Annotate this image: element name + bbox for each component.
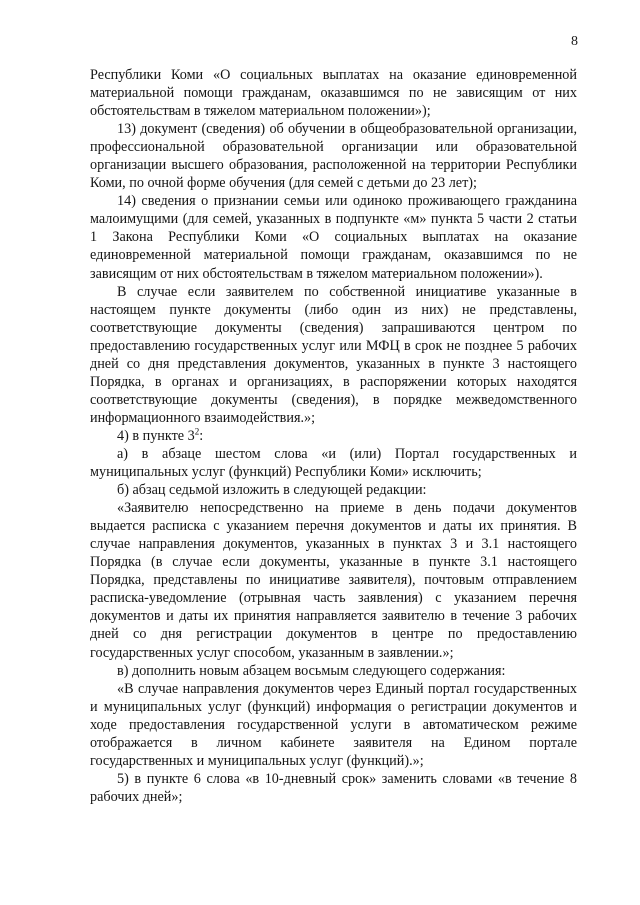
paragraph-quote: «В случае направления документов через Единый портал государственных и муниципальных услуг (функций) информация о регистрации документов и ходе предоставления государственной услуги в автоматическом режиме отображается в личном кабинете заявителя на Едином портале государственных и муниципальных услуг (функций).»; (90, 680, 577, 769)
page-number: 8 (571, 34, 578, 49)
paragraph: В случае если заявителем по собственной инициативе указанные в настоящем пункте документы (либо один из них) не представлены, соответствующие документы (сведения) запрашиваются центром по предоставлению государственных услуг или МФЦ в срок не позднее 5 рабочих дней со дня представления документов, указанных в пункте 3 настоящего Порядка, в органах и организациях, в распоряжении которых находятся соответствующие документы (сведения), в порядке межведомственного информационного взаимодействия.»; (90, 283, 577, 426)
item-4-text: 4) в пункте 3 (117, 427, 195, 444)
document-body (90, 66, 577, 806)
paragraph-subitem-v: в) дополнить новым абзацем восьмым следующего содержания: (117, 662, 506, 679)
paragraph-item-4 (90, 427, 577, 445)
paragraph-item-14: 14) сведения о признании семьи или одиноко проживающего гражданина малоимущими (для семей, указанных в подпункте «м» пункта 5 части 2 статьи 1 Закона Республики Коми «О социальных выплатах на оказание единовременной материальной помощи гражданам, оказавшимся по не зависящим от них обстоятельствам в тяжелом материальном положении»). (90, 193, 577, 282)
paragraph-subitem-b: б) абзац седьмой изложить в следующей редакции: (117, 482, 427, 499)
paragraph-item-13: 13) документ (сведения) об обучении в общеобразовательной организации, профессиональной образовательной организации или образовательной организации высшего образования, расположенной на территории Республики Коми, по очной форме обучения (для семей с детьми до 23 лет); (90, 121, 577, 192)
paragraph: Республики Коми «О социальных выплатах на оказание единовременной материальной помощи гражданам, оказавшимся по не зависящим от них обстоятельствам в тяжелом материальном положении»); (90, 67, 577, 120)
paragraph-subitem-a: а) в абзаце шестом слова «и (или) Портал государственных и муниципальных услуг (функций) Республики Коми» исключить; (90, 445, 577, 481)
paragraph-item-5: 5) в пункте 6 слова «в 10-дневный срок» заменить словами «в течение 8 рабочих дней»; (90, 770, 577, 805)
paragraph-quote: «Заявителю непосредственно на приеме в день подачи документов выдается расписка с указанием перечня документов и даты их принятия. В случае направления документов, указанных в пунктах 3 и 3.1 настоящего Порядка (в случае если документы, указанные в пункте 3.1 настоящего Порядка, представлены по инициативе заявителя), почтовым отправлением расписка-уведомление (отрывная часть заявления) с указанием перечня документов и даты их принятия направляется заявителю в течение 3 рабочих дней со дня регистрации документов в центре по предоставлению государственных услуг способом, указанным в заявлении.»; (90, 500, 577, 661)
item-4-colon: : (199, 427, 204, 444)
superscript: 2 (194, 426, 200, 437)
